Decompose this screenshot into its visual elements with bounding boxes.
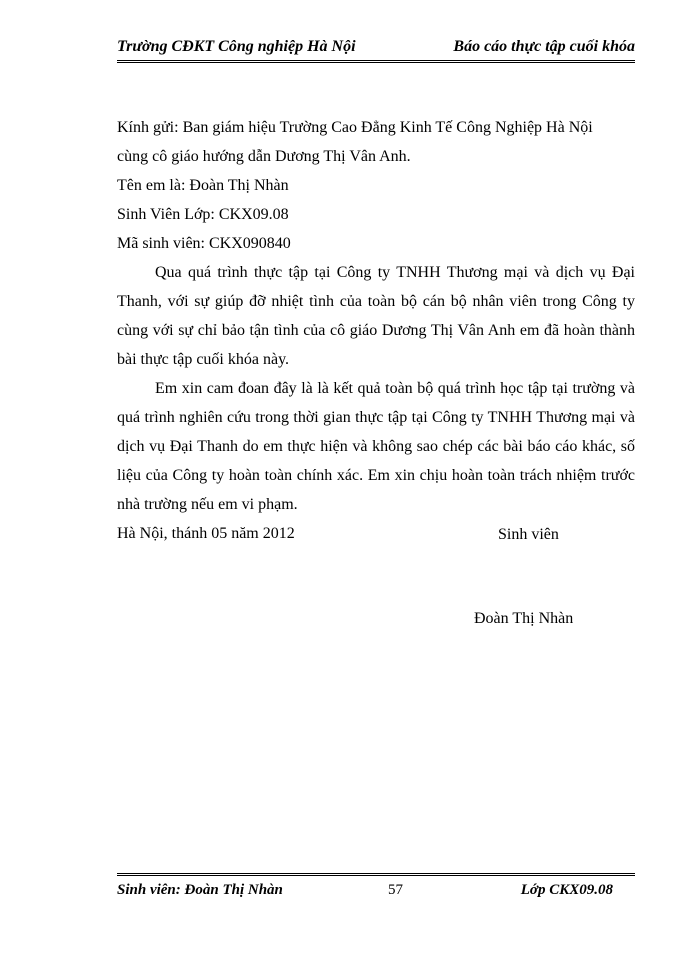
student-id-line: Mã sinh viên: CKX090840 [117, 235, 291, 252]
letter-body [117, 113, 635, 548]
footer-student-name: Sinh viên: Đoàn Thị Nhàn [117, 882, 283, 898]
signature-name: Đoàn Thị Nhàn [474, 610, 574, 627]
signature-role: Sinh viên [498, 526, 559, 543]
student-name-line: Tên em là: Đoàn Thị Nhàn [117, 177, 289, 194]
salutation-line-1: Kính gửi: Ban giám hiệu Trường Cao Đẳng Kinh Tế Công Nghiệp Hà Nội [117, 119, 593, 136]
header-report-title: Báo cáo thực tập cuối khóa [453, 38, 635, 55]
student-class-line: Sinh Viên Lớp: CKX09.08 [117, 206, 289, 223]
date-line: Hà Nội, thánh 05 năm 2012 [117, 525, 295, 542]
paragraph-declaration: Em xin cam đoan đây là là kết quả toàn bộ quá trình học tập tại trường và quá trình nghiên cứu trong thời gian thực tập tại Công ty TNHH Thương mại và dịch vụ Đại Thanh do em thực hiện và không sao chép các bài báo cáo khác, số liệu của Công ty hoàn toàn chính xác. Em xin chịu hoàn toàn trách nhiệm trước nhà trường nếu em vi phạm. [117, 380, 635, 513]
header-school-name: Trường CĐKT Công nghiệp Hà Nội [117, 38, 356, 55]
footer-page-number: 57 [388, 882, 403, 898]
paragraph-acknowledgement: Qua quá trình thực tập tại Công ty TNHH Thương mại và dịch vụ Đại Thanh, với sự giúp đỡ nhiệt tình của toàn bộ cán bộ nhân viên trong Công ty cùng với sự chỉ bảo tận tình của cô giáo Dương Thị Vân Anh em đã hoàn thành bài thực tập cuối khóa này. [117, 264, 635, 368]
page-header [117, 38, 635, 63]
salutation-line-2: cùng cô giáo hướng dẫn Dương Thị Vân Anh. [117, 148, 411, 165]
footer-class: Lớp CKX09.08 [520, 882, 613, 898]
page-footer [117, 873, 635, 900]
